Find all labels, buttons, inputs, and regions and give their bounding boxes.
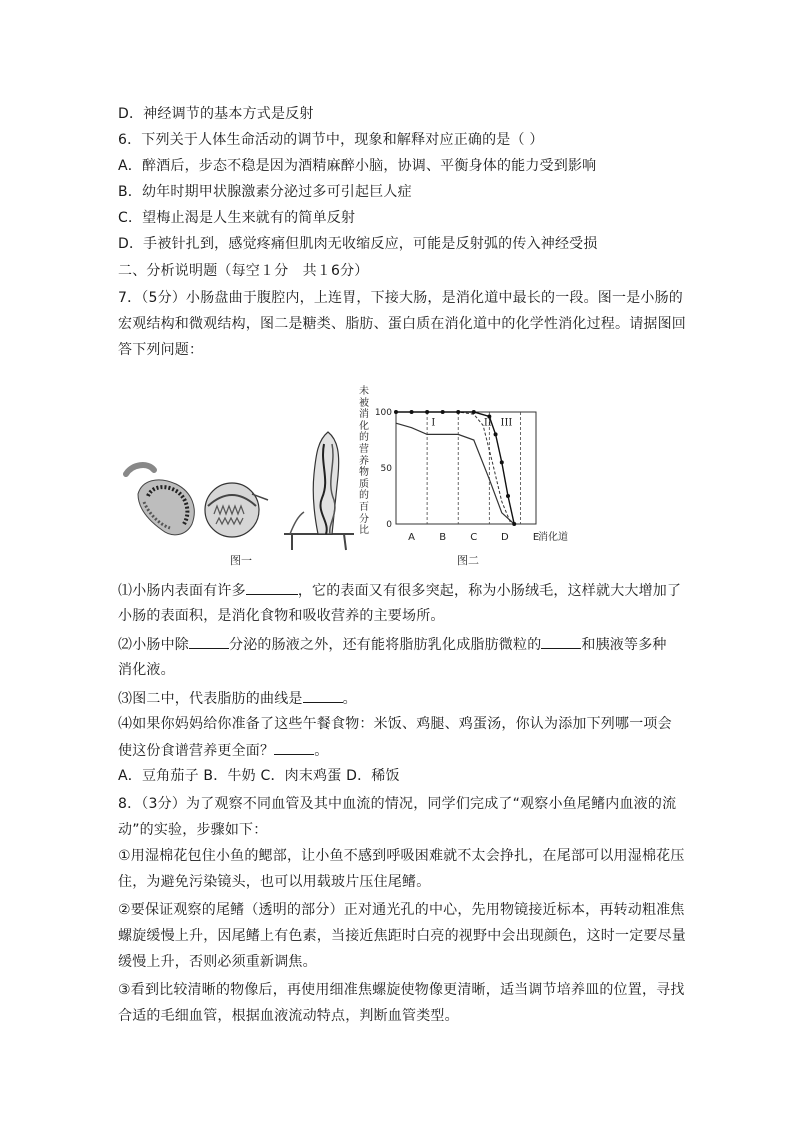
step-1-line2: 住，为避免污染镜头，也可以用载玻片压住尾鳍。 — [118, 874, 431, 890]
question-6-option-a: A．醉酒后，步态不稳是因为酒精麻醉小脑，协调、平衡身体的能力受到影响 — [118, 158, 597, 174]
q4-text-b: 使这份食谱营养更全面？ — [118, 743, 275, 759]
figure-2-caption: 图二 — [457, 554, 479, 567]
step-3-line1: ③看到比较清晰的物像后，再使用细准焦螺旋使物像更清晰，适当调节培养皿的位置，寻找 — [118, 982, 685, 998]
question-6-option-c: C．望梅止渴是人生来就有的简单反射 — [118, 210, 356, 226]
q3-text-a: ⑶图二中，代表脂肪的曲线是 — [118, 691, 303, 707]
q2-text-c: 和胰液等多种 — [581, 637, 667, 653]
q2-text-b: 分泌的肠液之外，还有能将脂肪乳化成脂肪微粒的 — [229, 637, 542, 653]
question-7-figures — [118, 384, 588, 574]
curve-III-point — [494, 432, 498, 436]
x-tick-label: C — [470, 532, 478, 543]
x-tick-label: D — [501, 532, 509, 543]
curve-III-point — [512, 522, 516, 526]
curve-III-point — [425, 410, 429, 414]
q3-line — [118, 688, 357, 709]
q1-text-b: ，它的表面又有很多突起，称为小肠绒毛，这样就大大增加了 — [297, 583, 682, 599]
question-7-stem-line1: 7．（5分）小肠盘曲于腹腔内，上连胃，下接大肠，是消化道中最长的一段。图一是小肠的 — [118, 290, 684, 306]
curve-III-point — [394, 410, 398, 414]
chart-y-axis-label: 未被消化的营养物质的百分比 — [359, 386, 369, 537]
question-8-stem-line2: 动”的实验，步骤如下： — [118, 822, 268, 838]
q1-answer-blank[interactable] — [246, 580, 298, 595]
chart-frame — [396, 412, 536, 524]
step-2-line3: 缓慢上升，否则必须重新调焦。 — [118, 954, 317, 970]
y-tick-label: 50 — [380, 464, 392, 474]
step-2-line1: ②要保证观察的尾鳍（透明的部分）正对通光孔的中心，先用物镜接近标本，再转动粗准焦 — [118, 902, 685, 918]
curve-label-I: I — [431, 417, 436, 429]
q3-answer-blank[interactable] — [303, 688, 343, 703]
curve-label-II: II — [483, 417, 492, 429]
q1-line2: 小肠的表面积，是消化食物和吸收营养的主要场所。 — [118, 608, 445, 624]
question-6-option-d: D．手被针扎到，感觉疼痛但肌肉无收缩反应，可能是反射弧的传入神经受损 — [118, 236, 598, 252]
option-d-prev: D．神经调节的基本方式是反射 — [118, 106, 314, 122]
step-2-line2: 螺旋缓慢上升，因尾鳍上有色素，当接近焦距时白亮的视野中会出现颜色，这时一定要尽量 — [118, 928, 686, 944]
question-6-option-b: B．幼年时期甲状腺激素分泌过多可引起巨人症 — [118, 184, 412, 200]
x-tick-label: B — [439, 532, 447, 543]
curve-III-point — [472, 410, 476, 414]
step-1-line1: ①用湿棉花包住小鱼的鳃部，让小鱼不感到呼吸困难就不太会挣扎，在尾部可以用湿棉花压 — [118, 848, 685, 864]
curve-label-III: III — [500, 417, 513, 429]
curve-III-point — [456, 410, 460, 414]
section-2-heading: 二、分析说明题（每空１分 共１6分） — [118, 263, 369, 279]
question-7-stem-line3: 答下列问题： — [118, 342, 204, 358]
question-7-stem-line2: 宏观结构和微观结构，图二是糖类、脂肪、蛋白质在消化道中的化学性消化过程。请据图回 — [118, 316, 686, 332]
q2-line1 — [118, 634, 667, 655]
y-tick-label: 0 — [386, 520, 392, 530]
question-8-stem-line1: 8．（3分）为了观察不同血管及其中血流的情况，同学们完成了“观察小鱼尾鳍内血液的流 — [118, 796, 677, 812]
q2-answer-blank-2[interactable] — [541, 634, 581, 649]
curve-III-point — [410, 410, 414, 414]
q2-answer-blank-1[interactable] — [189, 634, 229, 649]
figure-1-caption: 图一 — [230, 554, 252, 567]
q4-answer-blank[interactable] — [274, 740, 314, 755]
q1-line1 — [118, 580, 681, 601]
chart-x-axis-label: 消化道 — [538, 532, 568, 543]
y-tick-label: 100 — [374, 408, 392, 418]
q3-text-b: 。 — [342, 691, 357, 707]
q2-text-a: ⑵小肠中除 — [118, 637, 189, 653]
q4-line1: ⑷如果你妈妈给你准备了这些午餐食物：米饭、鸡腿、鸡蛋汤，你认为添加下列哪一项会 — [118, 716, 672, 732]
q4-line2 — [118, 740, 328, 761]
q4-text-c: 。 — [314, 743, 329, 759]
curve-III-point — [506, 494, 510, 498]
q2-line2: 消化液。 — [118, 662, 175, 678]
step-3-line2: 合适的毛细血管，根据血液流动特点，判断血管类型。 — [118, 1008, 459, 1024]
q4-options: A．豆角茄子 B．牛奶 C．肉末鸡蛋 D．稀饭 — [118, 768, 400, 784]
x-tick-label: E — [532, 532, 540, 543]
x-tick-label: A — [408, 532, 415, 543]
curve-III-point — [441, 410, 445, 414]
question-6-stem: 6．下列关于人体生命活动的调节中，现象和解释对应正确的是（ ） — [118, 132, 544, 148]
curve-III-point — [500, 460, 504, 464]
q1-text-a: ⑴小肠内表面有许多 — [118, 583, 246, 599]
small-intestine-illustration — [118, 384, 358, 554]
